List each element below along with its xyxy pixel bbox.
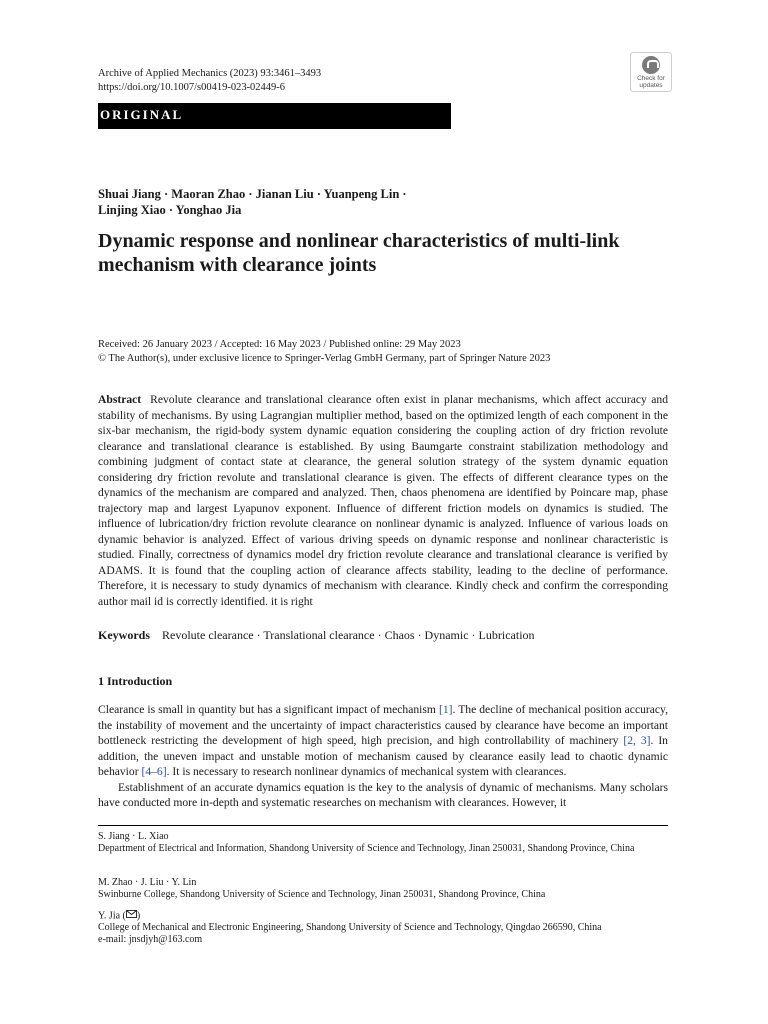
citation-link[interactable]: [2, 3]: [623, 734, 651, 747]
intro-text: . In addition, the uneven impact and unstable motion of mechanism caused by clearance easily lead to chaotic dynamic behavior: [98, 734, 668, 778]
badge-text: [631, 75, 671, 89]
author-list: [98, 186, 668, 218]
introduction-body: [98, 702, 668, 811]
footnote-divider: [98, 825, 668, 826]
authors-line1: Shuai Jiang · Maoran Zhao · Jianan Liu · Yuanpeng Lin ·: [98, 187, 407, 201]
title-line2: mechanism with clearance joints: [98, 254, 377, 276]
copyright-notice: © The Author(s), under exclusive licence to Springer-Verlag GmbH Germany, part of Springer Nature 2023: [98, 352, 551, 364]
affiliation-names-row: [98, 910, 668, 922]
affiliation-1: [98, 831, 668, 855]
received-dates: Received: 26 January 2023 / Accepted: 16 May 2023 / Published online: 29 May 2023: [98, 339, 461, 350]
badge-line2: updates: [639, 82, 663, 89]
affiliation-dept: Department of Electrical and Information, Shandong University of Science and Technology, Jinan 250031, Shandong Province, China: [98, 843, 635, 854]
keywords-label: Keywords: [98, 628, 150, 642]
intro-text: . The decline of mechanical position accuracy, the instability of movement and the uncertainty of impact characteristics caused by clearance have become an important bottleneck restricting the development of high speed, high precision, and high controllability of machinery: [98, 703, 668, 747]
abstract-text: Revolute clearance and translational clearance often exist in planar mechanisms, which affect accuracy and stability of mechanisms. By using Lagrangian multiplier method, based on the optimized length of each component in the six-bar mechanism, the rigid-body system dynamic equation considering the coupling action of dry friction revolute clearance and translational clearance is established. By using Baumgarte constraint stabilization methodology and combining judgment of contact state at clearance, the general solution strategy of the system dynamic equation considering dry friction revolute and translational clearance is given. The effects of different clearance types on the dynamics of the mechanism are compared and analyzed. Then, chaos phenomena are identified by Poincare map, phase trajectory map and largest Lyapunov exponent. Influence of different friction models on dynamics is studied. The influence of lubrication/dry friction revolute clearance on nonlinear dynamic is analyzed. Influence of various loads on dynamic behavior is analyzed. Effect of various driving speeds on dynamic response and nonlinear characteristic is studied. Finally, correctness of dynamics model dry friction revolute clearance and translational clearance is verified by ADAMS. It is found that the coupling action of clearance affects stability, leading to the decline of performance. Therefore, it is necessary to study dynamics of mechanism with clearance. Kindly check and confirm the corresponding author mail id is correctly identified. it is right: [98, 393, 669, 608]
affiliation-names-end: ): [136, 910, 141, 922]
authors-line2: Linjing Xiao · Yonghao Jia: [98, 203, 242, 217]
keywords: [98, 628, 668, 643]
affiliation-names: M. Zhao · J. Liu · Y. Lin: [98, 877, 197, 888]
title-line1: Dynamic response and nonlinear characteristics of multi-link: [98, 230, 620, 252]
badge-line1: Check for: [637, 75, 665, 82]
article-title: [98, 229, 678, 277]
affiliation-names: S. Jiang · L. Xiao: [98, 831, 169, 842]
affiliation-3: [98, 910, 668, 946]
affiliation-dept: Swinburne College, Shandong University of Science and Technology, Jinan 250031, Shandong Province, China: [98, 889, 546, 900]
abstract-label: Abstract: [98, 393, 142, 406]
journal-citation: Archive of Applied Mechanics (2023) 93:3461–3493: [98, 68, 322, 79]
article-type-banner: [98, 103, 451, 129]
affiliation-2: [98, 877, 668, 901]
check-for-updates-badge[interactable]: [630, 52, 672, 92]
envelope-icon[interactable]: [126, 910, 137, 922]
intro-paragraph-2: Establishment of an accurate dynamics equation is the key to the analysis of dynamic of mechanisms. Many scholars have conducted more in-depth and systematic researches on mechanism with clearances. However, it: [98, 780, 668, 809]
article-type-label: ORIGINAL: [100, 107, 184, 122]
citation-link[interactable]: [4–6]: [141, 765, 167, 778]
journal-header: [98, 67, 321, 95]
corresponding-email[interactable]: e-mail: jnsdjyh@163.com: [98, 934, 203, 946]
doi-link[interactable]: https://doi.org/10.1007/s00419-023-02449-6: [98, 82, 286, 93]
intro-text: Clearance is small in quantity but has a significant impact of mechanism: [98, 703, 439, 716]
check-for-updates-icon: [642, 56, 660, 74]
abstract: [98, 392, 668, 609]
section-heading: 1 Introduction: [98, 674, 173, 688]
affiliation-names: Y. Jia (: [98, 910, 126, 922]
publication-dates: [98, 338, 678, 365]
keywords-text: Revolute clearance · Translational clearance · Chaos · Dynamic · Lubrication: [162, 628, 535, 642]
intro-paragraph-1: [98, 702, 668, 780]
affiliation-dept: College of Mechanical and Electronic Engineering, Shandong University of Science and Technology, Qingdao 266590, China: [98, 922, 602, 934]
citation-link[interactable]: [1]: [438, 703, 453, 716]
intro-text: . It is necessary to research nonlinear dynamics of mechanical system with clearances.: [166, 765, 567, 778]
